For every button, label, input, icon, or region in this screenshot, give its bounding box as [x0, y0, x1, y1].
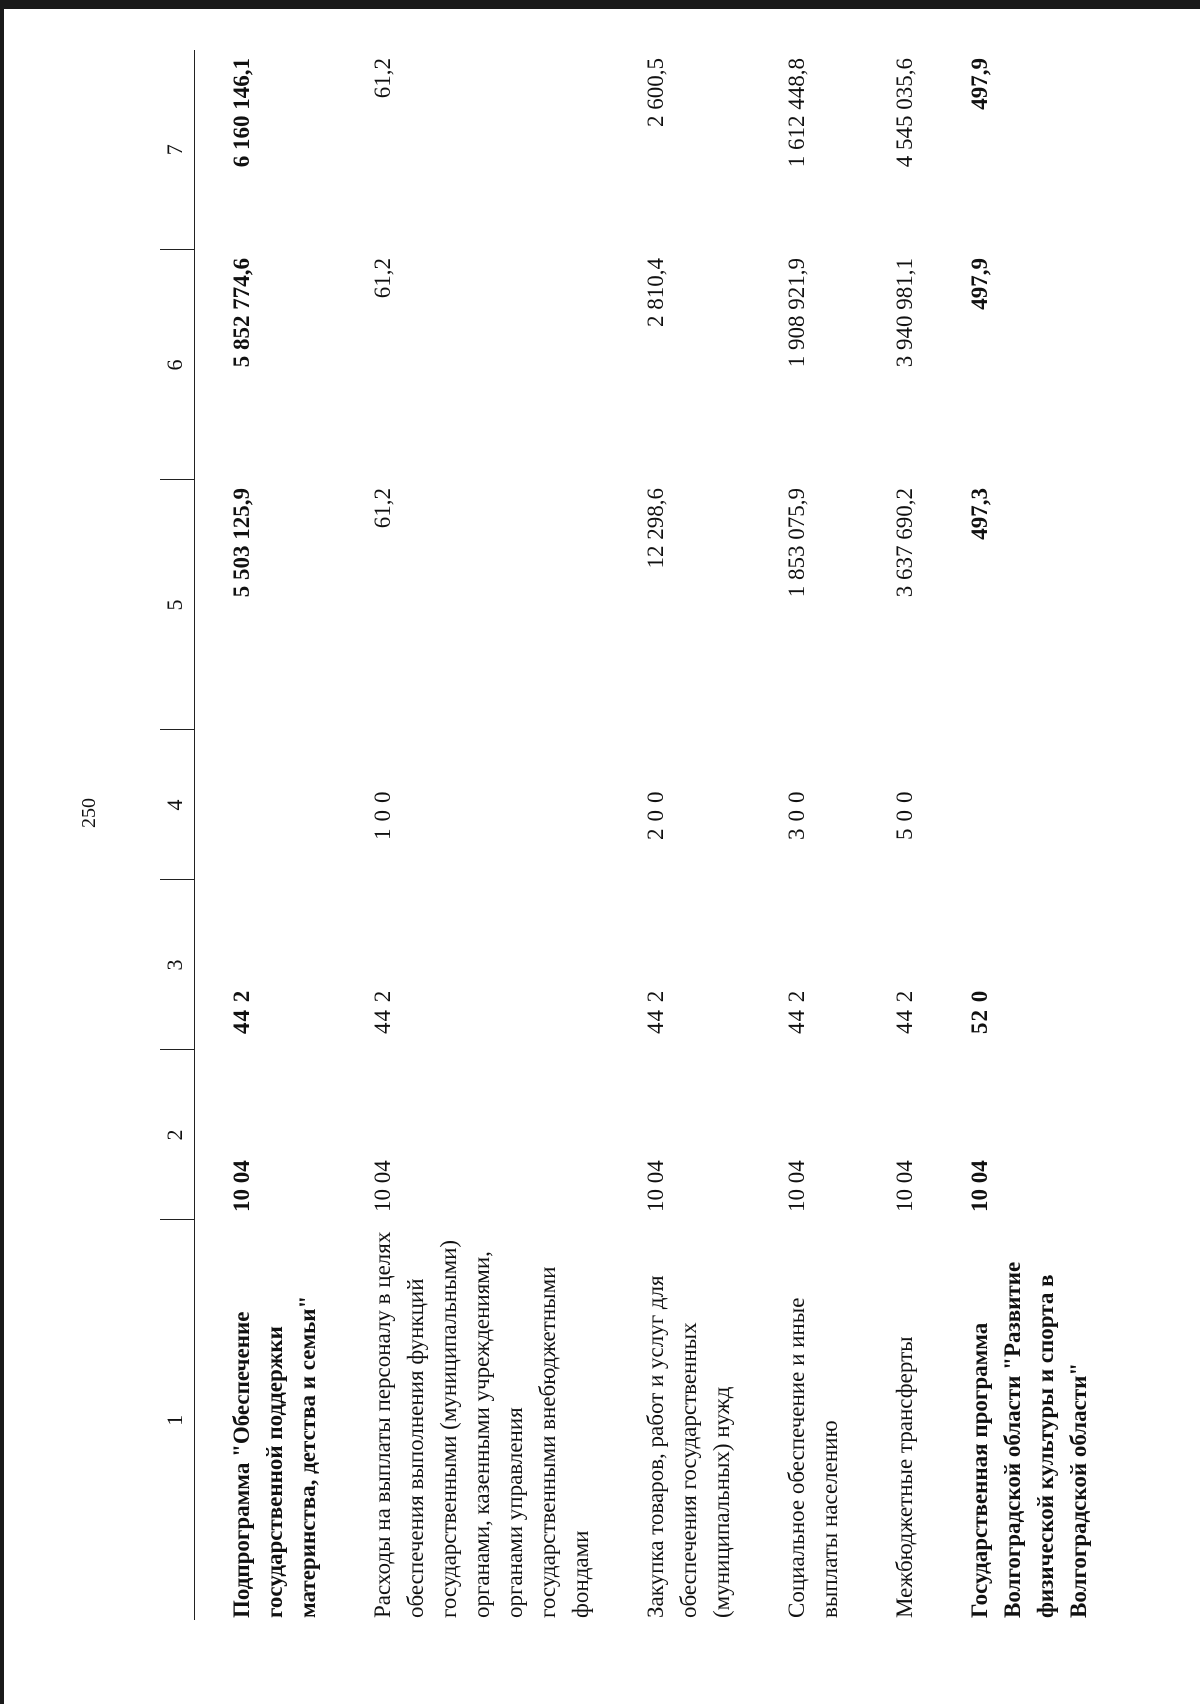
- row-section-code: 10 04: [967, 1160, 992, 1212]
- header-col-6: 6: [160, 250, 195, 480]
- page-number: 250: [78, 798, 100, 828]
- header-col-3: 3: [160, 880, 195, 1050]
- header-col-7: 7: [160, 50, 195, 250]
- row-name: Подпрограмма "Обеспечение государственной поддержки материнства, детства и семьи": [229, 1295, 320, 1618]
- row-value-col6: 61,2: [370, 258, 395, 299]
- header-col-1: 1: [160, 1220, 195, 1620]
- budget-table: [160, 50, 1123, 1620]
- row-expense-type: 200: [643, 784, 668, 840]
- row-program-code: 44 2: [370, 989, 395, 1034]
- row-value-col7: 497,9: [967, 58, 992, 110]
- row-value-col6: 1 908 921,9: [784, 258, 809, 368]
- row-name: Социальное обеспечение и иные выплаты населению: [784, 1297, 842, 1618]
- row-section-code: 10 04: [643, 1160, 668, 1212]
- row-section-code: 10 04: [784, 1160, 809, 1212]
- row-value-col7: 4 545 035,6: [892, 58, 917, 168]
- table-header-row: [160, 50, 195, 1620]
- row-expense-type: 100: [370, 784, 395, 840]
- row-program-code: 52 0: [967, 989, 992, 1034]
- row-value-col6: 2 810,4: [643, 258, 668, 327]
- rotated-table-container: [160, 50, 1160, 1620]
- table-row: [352, 50, 625, 1620]
- row-program-code: 44 2: [892, 989, 917, 1034]
- header-col-5: 5: [160, 480, 195, 730]
- row-name: Межбюджетные трансферты: [892, 1336, 917, 1618]
- row-name: Государственная программа Волгоградской области "Развитие физической культуры и спорта в Волгоградской области": [967, 1261, 1091, 1618]
- row-expense-type: 500: [892, 784, 917, 840]
- row-value-col5: 5 503 125,9: [229, 488, 254, 598]
- row-value-col7: 1 612 448,8: [784, 58, 809, 168]
- row-section-code: 10 04: [892, 1160, 917, 1212]
- row-expense-type: 300: [784, 784, 809, 840]
- scan-edge-left: [0, 0, 4, 1704]
- row-value-col6: 5 852 774,6: [229, 258, 254, 368]
- table-row: [625, 50, 766, 1620]
- table-row: [211, 50, 352, 1620]
- row-value-col5: 1 853 075,9: [784, 488, 809, 598]
- row-program-code: 44 2: [229, 989, 254, 1034]
- table-row: [874, 50, 949, 1620]
- row-expense-type: [211, 730, 352, 880]
- header-col-2: 2: [160, 1050, 195, 1220]
- row-value-col7: 2 600,5: [643, 58, 668, 127]
- row-section-code: 10 04: [229, 1160, 254, 1212]
- row-value-col6: 3 940 981,1: [892, 258, 917, 368]
- row-value-col7: 61,2: [370, 58, 395, 99]
- row-name: Расходы на выплаты персоналу в целях обеспечения выполнения функций государственными (муниципальными) органами, казенными учреждениями, органами управления государственными внебюджетными фондами: [370, 1231, 593, 1618]
- row-program-code: 44 2: [643, 989, 668, 1034]
- row-expense-type: [949, 730, 1123, 880]
- row-name: Закупка товаров, работ и услуг для обеспечения государственных (муниципальных) нужд: [643, 1275, 734, 1618]
- row-value-col5: 497,3: [967, 488, 992, 540]
- scan-edge-top: [0, 0, 1200, 9]
- row-value-col5: 3 637 690,2: [892, 488, 917, 598]
- row-value-col5: 12 298,6: [643, 488, 668, 569]
- row-value-col6: 497,9: [967, 258, 992, 310]
- row-section-code: 10 04: [370, 1160, 395, 1212]
- row-program-code: 44 2: [784, 989, 809, 1034]
- table-row: [766, 50, 874, 1620]
- row-value-col5: 61,2: [370, 488, 395, 529]
- header-col-4: 4: [160, 730, 195, 880]
- table-row: [949, 50, 1123, 1620]
- row-value-col7: 6 160 146,1: [229, 58, 254, 168]
